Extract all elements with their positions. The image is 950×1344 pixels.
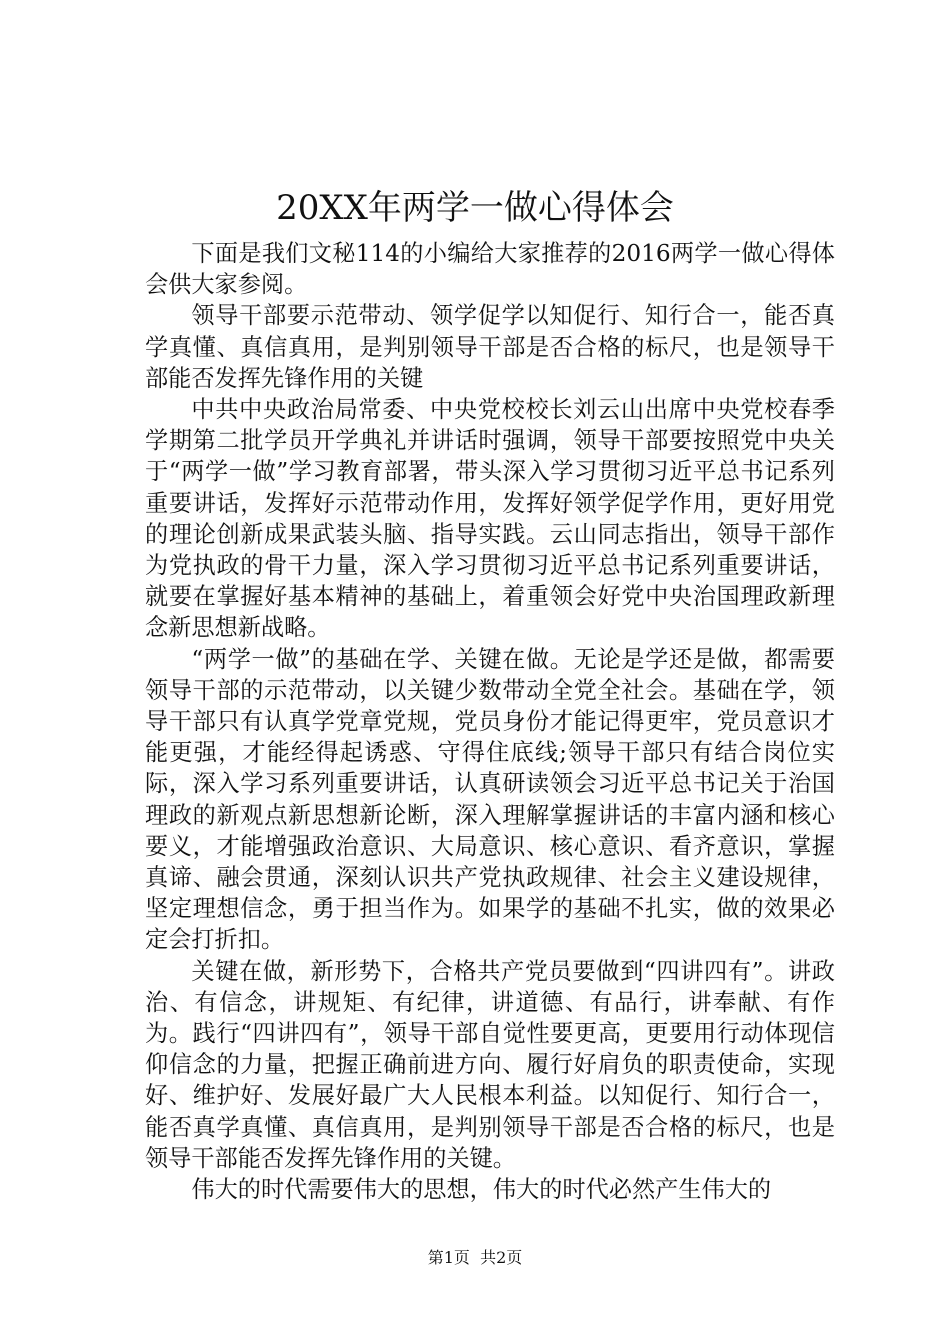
paragraph-action: 关键在做，新形势下，合格共产党员要做到“四讲四有”。讲政治、有信念，讲规矩、有纪律，讲道德、有品行，讲奉献、有作为。践行“四讲四有”，领导干部自觉性要更高，更要用行动体现信仰信念的力量，把握正确前进方向、履行好肩负的职责使命，实现好、维护好、发展好最广大人民根本利益。以知促行、知行合一，能否真学真懂、真信真用，是判别领导干部是否合格的标尺，也是领导干部能否发挥先锋作用的关键。 — [145, 957, 835, 1172]
document-body — [145, 238, 835, 1205]
paragraph-lead: 领导干部要示范带动、领学促学以知促行、知行合一，能否真学真懂、真信真用，是判别领导干部是否合格的标尺，也是领导干部能否发挥先锋作用的关键 — [145, 302, 835, 392]
paragraph-speech: 中共中央政治局常委、中央党校校长刘云山出席中央党校春季学期第二批学员开学典礼并讲话时强调，领导干部要按照党中央关于“两学一做”学习教育部署，带头深入学习贯彻习近平总书记系列重要讲话，发挥好示范带动作用，发挥好领学促学作用，更好用党的理论创新成果武装头脑、指导实践。云山同志指出，领导干部作为党执政的骨干力量，深入学习贯彻习近平总书记系列重要讲话，就要在掌握好基本精神的基础上，着重领会好党中央治国理政新理念新思想新战略。 — [145, 396, 835, 642]
page-footer — [0, 1248, 950, 1268]
paragraph-study: “两学一做”的基础在学、关键在做。无论是学还是做，都需要领导干部的示范带动，以关键少数带动全党全社会。基础在学，领导干部只有认真学党章党规，党员身份才能记得更牢，党员意识才能更强，才能经得起诱惑、守得住底线;领导干部只有结合岗位实际，深入学习系列重要讲话，认真研读领会习近平总书记关于治国理政的新观点新思想新论断，深入理解掌握讲话的丰富内涵和核心要义，才能增强政治意识、大局意识、核心意识、看齐意识，掌握真谛、融会贯通，深刻认识共产党执政规律、社会主义建设规律，坚定理想信念，勇于担当作为。如果学的基础不扎实，做的效果必定会打折扣。 — [145, 645, 835, 954]
footer-spacer — [470, 1248, 480, 1267]
document-title: 20XX年两学一做心得体会 — [276, 188, 674, 228]
page-total: 共2页 — [480, 1248, 523, 1267]
page-number: 第1页 — [427, 1248, 470, 1267]
paragraph-intro: 下面是我们文秘114的小编给大家推荐的2016两学一做心得体会供大家参阅。 — [145, 240, 835, 299]
paragraph-era: 伟大的时代需要伟大的思想，伟大的时代必然产生伟大的 — [191, 1176, 772, 1204]
